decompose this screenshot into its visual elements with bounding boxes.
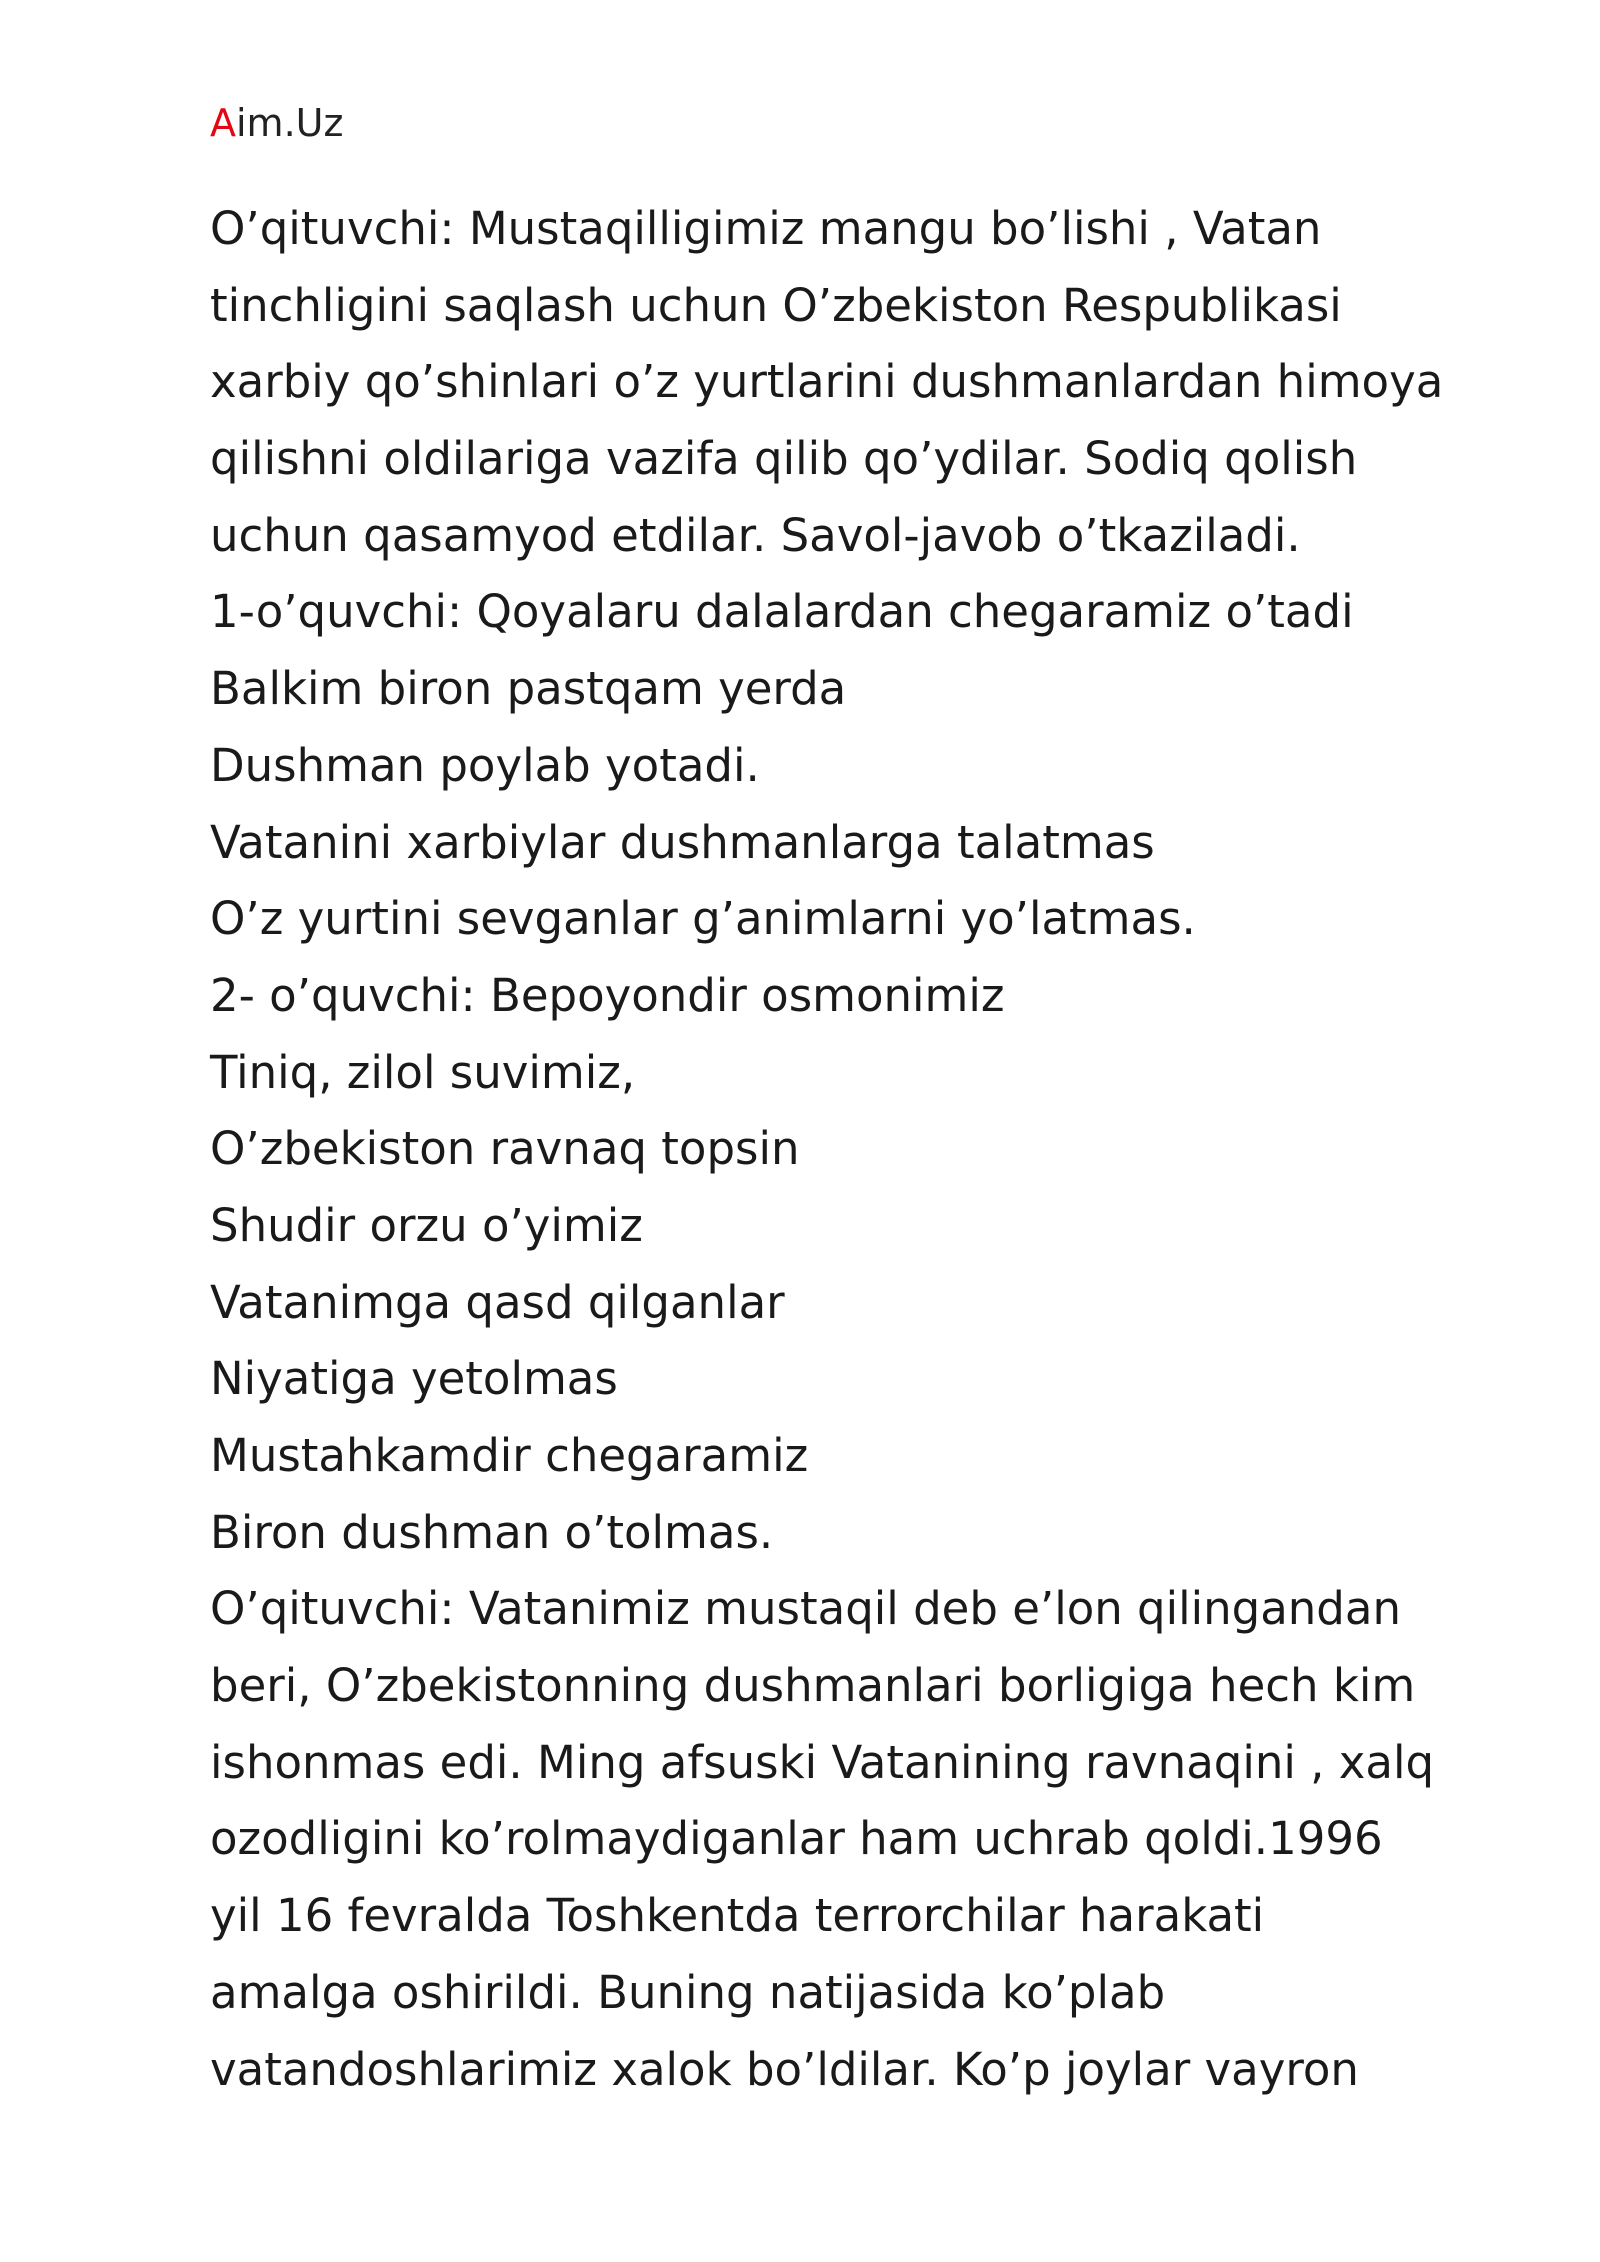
body-line: Vatanini xarbiylar dushmanlarga talatmas <box>210 815 1155 869</box>
body-line: vatandoshlarimiz xalok bo’ldilar. Ko’p joylar vayron <box>210 2042 1359 2096</box>
brand-logo-text: im.Uz <box>236 101 344 145</box>
body-line: 1-o’quvchi: Qoyalaru dalalardan chegaramiz o’tadi <box>210 585 1354 639</box>
document-body <box>210 191 1460 2108</box>
body-line: O’qituvchi: Vatanimiz mustaqil deb e’lon qilingandan <box>210 1582 1401 1636</box>
body-line: Mustahkamdir chegaramiz <box>210 1429 809 1482</box>
body-line: yil 16 fevralda Toshkentda terrorchilar harakati <box>210 1889 1265 1943</box>
brand-logo-accent-letter: A <box>210 101 236 145</box>
body-line: qilishni oldilariga vazifa qilib qo’ydilar. Sodiq qolish <box>210 432 1358 486</box>
body-line: O’zbekiston ravnaq topsin <box>210 1122 800 1176</box>
body-line: Tiniq, zilol suvimiz, <box>210 1045 636 1099</box>
body-line: ozodligini ko’rolmaydiganlar ham uchrab qoldi.1996 <box>210 1812 1383 1866</box>
body-line: Dushman poylab yotadi. <box>210 738 760 792</box>
body-line: Niyatiga yetolmas <box>210 1352 618 1406</box>
body-line: O’qituvchi: Mustaqilligimiz mangu bo’lishi , Vatan <box>210 202 1322 255</box>
body-line: O’z yurtini sevganlar g’animlarni yo’latmas. <box>210 892 1196 946</box>
body-line: 2- o’quvchi: Bepoyondir osmonimiz <box>210 968 1005 1022</box>
body-line: Biron dushman o’tolmas. <box>210 1505 774 1559</box>
body-line: beri, O’zbekistonning dushmanlari borligiga hech kim <box>210 1659 1416 1713</box>
brand-logo <box>210 96 343 150</box>
body-line: xarbiy qo’shinlari o’z yurtlarini dushmanlardan himoya <box>210 355 1444 409</box>
body-line: uchun qasamyod etdilar. Savol-javob o’tkaziladi. <box>210 508 1301 562</box>
body-line: Shudir orzu o’yimiz <box>210 1198 643 1252</box>
body-line: ishonmas edi. Ming afsuski Vatanining ravnaqini , xalq <box>210 1735 1435 1789</box>
body-line: tinchligini saqlash uchun O’zbekiston Respublikasi <box>210 278 1342 332</box>
body-line: Vatanimga qasd qilganlar <box>210 1275 785 1329</box>
body-line: Balkim biron pastqam yerda <box>210 662 847 716</box>
body-line: amalga oshirildi. Buning natijasida ko’plab <box>210 1965 1166 2019</box>
